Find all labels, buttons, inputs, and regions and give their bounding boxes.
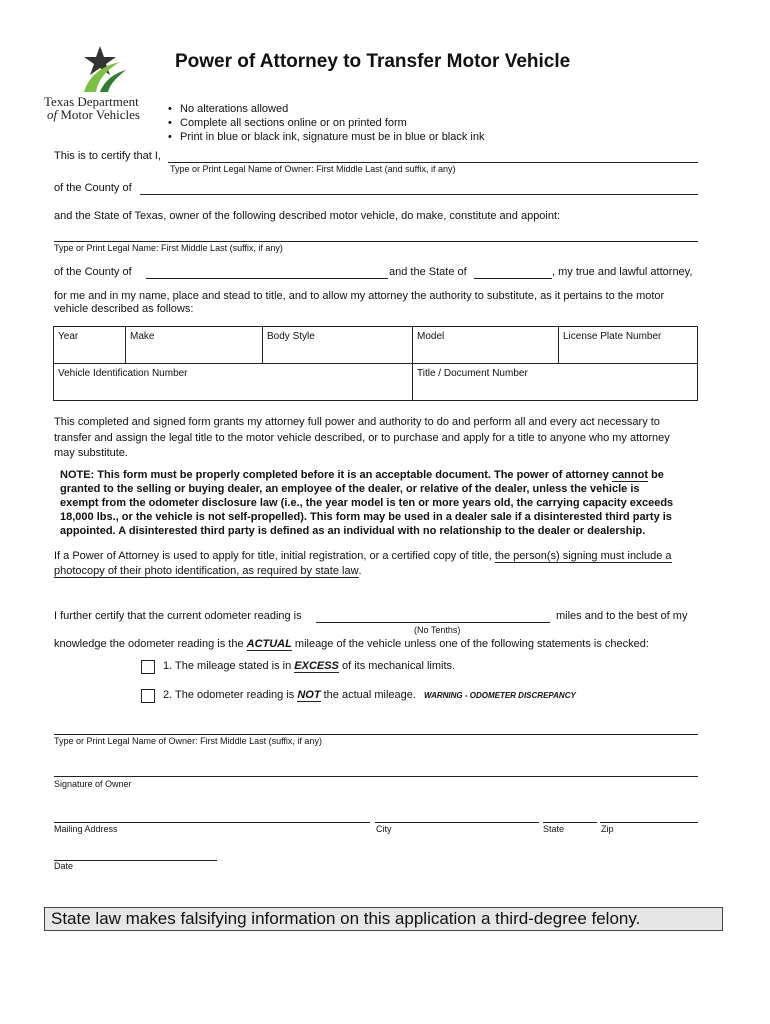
txdmv-star-swoosh-icon <box>70 44 130 94</box>
odometer-miles-label: miles and to the best of my <box>556 610 688 622</box>
title-doc-label: Title / Document Number <box>417 368 528 379</box>
plate-cell[interactable] <box>559 327 698 364</box>
odometer-warning: WARNING - ODOMETER DISCREPANCY <box>423 691 576 700</box>
photo-id-underlined: photocopy of their photo identification, as required by state law <box>54 565 359 577</box>
knowledge-text: mileage of the vehicle unless one of the following statements is checked: <box>291 638 649 650</box>
odometer-reading-field[interactable] <box>316 622 550 623</box>
grant-line-3: may substitute. <box>54 447 128 459</box>
body-style-label: Body Style <box>267 331 315 342</box>
option-text: 1. The mileage stated is in <box>163 660 295 672</box>
actual-emphasis: ACTUAL <box>246 638 292 650</box>
note-line-1 <box>60 468 673 482</box>
photo-id-text: . <box>358 565 362 577</box>
vehicle-table <box>53 326 698 401</box>
mailing-address-field[interactable] <box>54 822 370 823</box>
dealer-note <box>60 468 673 538</box>
date-caption: Date <box>54 861 74 871</box>
zip-field[interactable] <box>600 822 698 823</box>
photo-id-underlined: the person(s) signing must include a <box>494 550 672 562</box>
note-line-4: 18,000 lbs., or the vehicle is not self-propelled). This form may be used in a dealer sale if a disinterested third party is <box>60 511 672 523</box>
owner-printed-name-field[interactable] <box>54 734 698 735</box>
note-line-3: exempt from the odometer disclosure law (i.e., the year model is ten or more years old, the carrying capacity exceeds <box>60 497 674 509</box>
owner-name-caption: Type or Print Legal Name of Owner: First Middle Last (and suffix, if any) <box>170 164 456 174</box>
odometer-knowledge-text <box>54 638 649 651</box>
owner-county-label: of the County of <box>54 182 132 194</box>
not-actual-option-label <box>163 689 576 702</box>
excess-emphasis: EXCESS <box>294 660 339 672</box>
state-appoint-text: and the State of Texas, owner of the following described motor vehicle, do make, constitute and appoint: <box>54 210 561 222</box>
year-cell[interactable] <box>54 327 126 364</box>
grant-line-1: This completed and signed form grants my attorney full power and authority to do and perform all and every act necessary to <box>54 416 660 428</box>
felony-warning-banner: State law makes falsifying information on this application a third-degree felony. <box>44 907 723 931</box>
zip-caption: Zip <box>601 824 614 834</box>
city-caption: City <box>376 824 392 834</box>
state-caption: State <box>543 824 565 834</box>
instructions-list <box>166 102 485 144</box>
owner-signature-caption: Signature of Owner <box>54 779 132 789</box>
excess-checkbox[interactable] <box>141 660 155 674</box>
note-cannot: cannot <box>611 469 648 481</box>
not-emphasis: NOT <box>297 689 321 701</box>
logo-motor-vehicles: Motor Vehicles <box>57 107 140 122</box>
attorney-state-label: and the State of <box>389 266 467 278</box>
attorney-name-field[interactable] <box>54 241 698 242</box>
logo-of: of <box>47 107 58 122</box>
body-style-cell[interactable] <box>263 327 413 364</box>
photo-id-text: If a Power of Attorney is used to apply for title, initial registration, or a certified copy of title, <box>54 550 495 562</box>
year-label: Year <box>58 331 79 342</box>
logo-line-1: Texas Department <box>44 94 139 109</box>
city-field[interactable] <box>375 822 539 823</box>
model-cell[interactable] <box>413 327 559 364</box>
note-line-5: appointed. A disinterested third party is defined as an individual with no relationship to the dealer or dealership. <box>60 525 646 537</box>
page-title: Power of Attorney to Transfer Motor Vehicle <box>175 51 571 72</box>
photo-id-line-2 <box>54 564 672 579</box>
owner-signature-field[interactable] <box>54 776 698 777</box>
option-text: of its mechanical limits. <box>338 660 456 672</box>
note-text: NOTE: This form must be properly completed before it is an acceptable document. The power of attorney <box>60 469 612 481</box>
attorney-state-field[interactable] <box>474 278 552 279</box>
photo-id-paragraph <box>54 549 672 579</box>
knowledge-text: knowledge the odometer reading is the <box>54 638 247 650</box>
instruction-item: • Print in blue or black ink, signature must be in blue or black ink <box>180 130 485 144</box>
note-text: be <box>648 469 664 481</box>
state-field[interactable] <box>543 822 597 823</box>
option-text: the actual mileage. <box>320 689 416 701</box>
photo-id-line-1 <box>54 549 672 564</box>
txdmv-logo <box>44 44 154 124</box>
make-label: Make <box>130 331 155 342</box>
excess-option-label <box>163 660 455 673</box>
title-doc-cell[interactable] <box>413 364 698 401</box>
date-field[interactable] <box>54 860 217 861</box>
note-line-2: granted to the selling or buying dealer, an employee of the dealer, or relative of the dealer, unless the vehicle is <box>60 483 640 495</box>
not-actual-checkbox[interactable] <box>141 689 155 703</box>
odometer-certify-label: I further certify that the current odometer reading is <box>54 610 302 622</box>
vin-label: Vehicle Identification Number <box>58 368 188 379</box>
vin-cell[interactable] <box>54 364 413 401</box>
purpose-line-1: for me and in my name, place and stead to title, and to allow my attorney the authority to substitute, as it pertains to the motor <box>54 290 665 302</box>
owner-county-field[interactable] <box>140 194 698 195</box>
make-cell[interactable] <box>126 327 263 364</box>
purpose-line-2: vehicle described as follows: <box>54 303 194 315</box>
attorney-name-caption: Type or Print Legal Name: First Middle Last (suffix, if any) <box>54 243 283 253</box>
option-text: 2. The odometer reading is <box>163 689 298 701</box>
no-tenths-caption: (No Tenths) <box>414 625 461 635</box>
mailing-address-caption: Mailing Address <box>54 824 118 834</box>
true-lawful-text: , my true and lawful attorney, <box>552 266 693 278</box>
attorney-county-field[interactable] <box>146 278 388 279</box>
grant-line-2: transfer and assign the legal title to the motor vehicle described, or to purchase and apply for a title to anyone who my attorney <box>54 431 670 444</box>
instruction-item: • Complete all sections online or on printed form <box>180 116 485 130</box>
model-label: Model <box>417 331 445 342</box>
grant-paragraph <box>54 415 670 462</box>
owner-printed-name-caption: Type or Print Legal Name of Owner: First Middle Last (suffix, if any) <box>54 736 322 746</box>
certify-label: This is to certify that I, <box>54 150 161 162</box>
owner-name-field[interactable] <box>168 162 698 163</box>
instruction-item: • No alterations allowed <box>180 102 485 116</box>
logo-line-2 <box>47 108 140 122</box>
attorney-county-label: of the County of <box>54 266 132 278</box>
plate-label: License Plate Number <box>563 331 662 342</box>
